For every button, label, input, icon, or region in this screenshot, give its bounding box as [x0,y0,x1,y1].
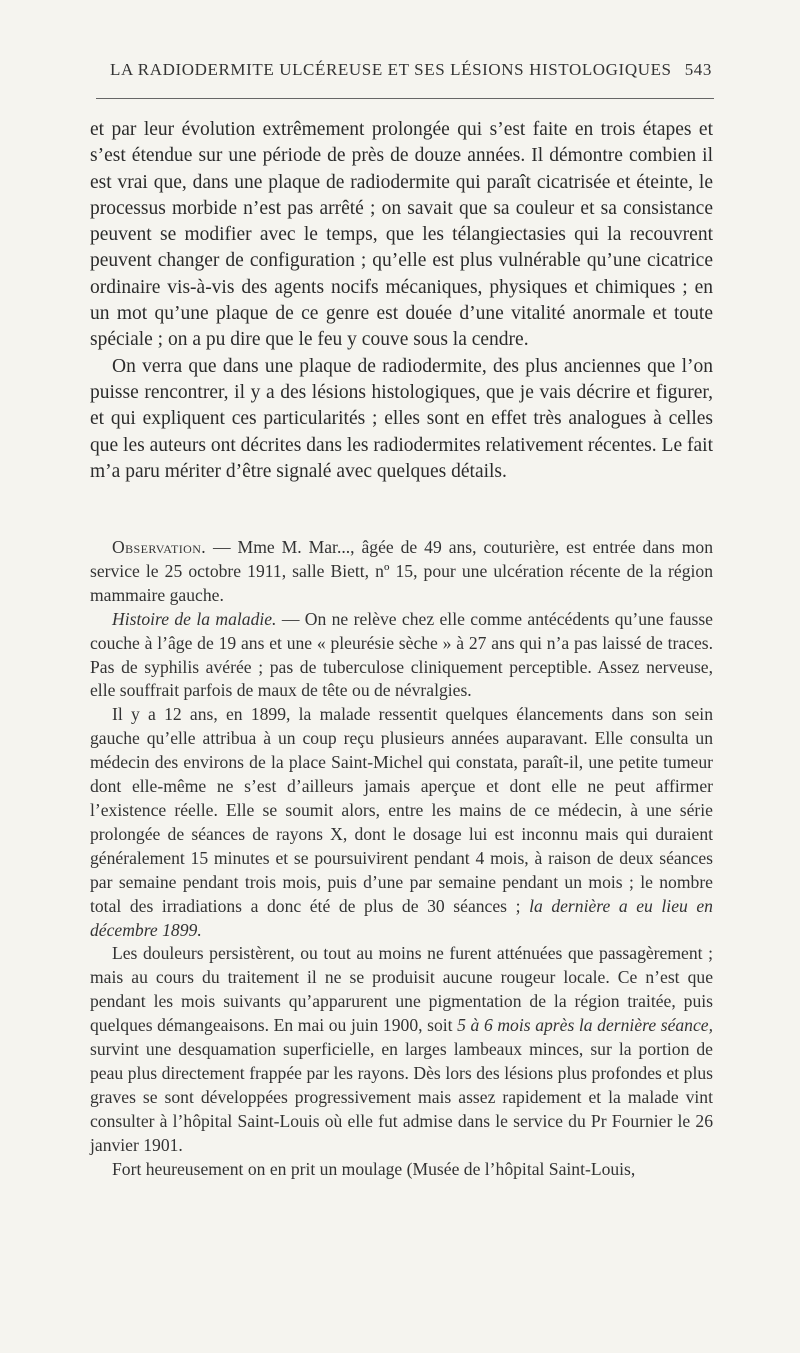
paragraph-3-text: Il y a 12 ans, en 1899, la malade ressentit quelques élancements dans son sein gauche qu’elle attribua à un coup reçu plusieurs années auparavant. Elle consulta un médecin des environs de la place Saint-Michel qui constata, paraît-il, une petite tumeur dont elle-même ne s’est d’ailleurs jamais aperçue et dont elle ne peut affirmer l’existence réelle. Elle se soumit alors, entre les mains de ce médecin, à une série prolongée de séances de rayons X, dont le dosage lui est inconnu mais qui duraient généralement 15 minutes et se poursuivirent pendant 4 mois, à raison de deux séances par semaine pendant trois mois, puis d’une par semaine pendant un mois ; le nombre total des irradiations a donc été de plus de 30 séances ; [90,704,713,916]
main-text [90,117,713,485]
paragraph-3-italic: la dernière a eu lieu en décembre 1899. [90,895,713,940]
observation-paragraph [90,536,713,608]
observation-text: — Mme M. Mar..., âgée de 49 ans, couturière, est entrée dans mon service le 25 octobre 1911, salle Biett, nº 15, pour une ulcération récente de la région mammaire gauche. [90,537,713,605]
paragraph-5: Fort heureusement on en prit un moulage (Musée de l’hôpital Saint-Louis, [112,1158,636,1179]
histoire-text: — On ne relève chez elle comme antécédents qu’une fausse couche à l’âge de 19 ans et une « pleurésie sèche » à 27 ans qui n’a pas laissé de traces. Pas de syphilis avérée ; pas de tuberculose cliniquement perceptible. Assez nerveuse, elle souffrait parfois de maux de tête ou de névralgies. [90,608,713,701]
header-rule [96,98,714,99]
paragraph-4-italic: 5 à 6 mois après la dernière séance, [457,1015,713,1036]
histoire-label: Histoire de la maladie. [112,608,277,629]
histoire-paragraph [90,608,713,704]
page-number: 543 [684,60,712,79]
paragraph-1: et par leur évolution extrêmement prolongée qui s’est faite en trois étapes et s’est étendue sur une période de près de douze années. Il démontre combien il est vrai que, dans une plaque de radiodermite qui paraît cicatrisée et éteinte, le processus morbide n’est pas arrêté ; on savait que sa couleur et sa consistance peuvent se modifier avec le temps, que les télangiectasies qui la recouvrent peuvent changer de configuration ; qu’elle est plus vulnérable qu’une cicatrice ordinaire vis-à-vis des agents nocifs mécaniques, physiques et chimiques ; en un mot qu’une plaque de ce genre est douée d’une vitalité anormale et toute spéciale ; on a pu dire que le feu y couve sous la cendre. [90,119,713,351]
paragraph-3 [90,703,713,942]
paragraph-4-a: Les douleurs persistèrent, ou tout au moins ne furent atténuées que passagèrement ; mais au cours du traitement il ne se produisit aucune rougeur locale. Ce n’est que pendant les mois suivants qu’apparurent une pigmentation de la région traitée, puis quelques démangeaisons. En mai ou juin 1900, soit [90,943,713,1036]
observation-label: Observation. [112,537,207,557]
observation-section [90,536,713,1181]
paragraph-2: On verra que dans une plaque de radiodermite, des plus anciennes que l’on puisse rencontrer, il y a des lésions histologiques, que je vais décrire et figurer, et qui expliquent ces particularités ; elles sont en effet très analogues à celles que les auteurs ont décrites dans les radiodermites relativement récentes. Le fait m’a paru mériter d’être signalé avec quelques détails. [90,355,713,482]
running-title: LA RADIODERMITE ULCÉREUSE ET SES LÉSIONS HISTOLOGIQUES [110,60,672,79]
paragraph-4-b: survint une desquamation superficielle, en larges lambeaux minces, sur la portion de peau plus directement frappée par les rayons. Dès lors des lésions plus profondes et plus graves se sont développées progressivement mais assez rapidement et la malade vint consulter à l’hôpital Saint-Louis où elle fut admise dans le service du Pr Fournier le 26 janvier 1901. [90,1039,713,1155]
paragraph-4 [90,942,713,1157]
